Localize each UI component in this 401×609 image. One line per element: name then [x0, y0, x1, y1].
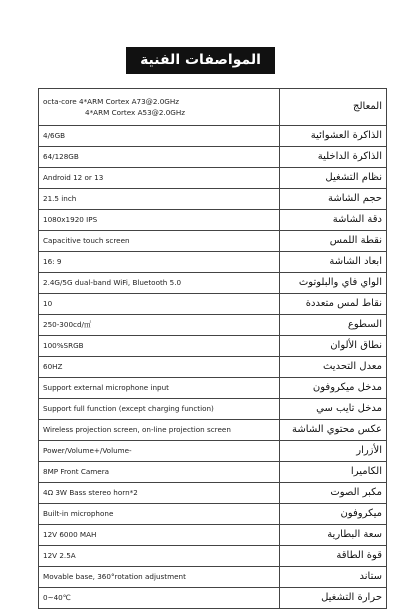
- spec-label: نطاق الألوان: [280, 336, 387, 357]
- spec-value: 8MP Front Camera: [39, 462, 280, 483]
- table-row: [39, 525, 387, 546]
- table-row: [39, 231, 387, 252]
- spec-value: Power/Volume+/Volume-: [39, 441, 280, 462]
- spec-label: معدل التحديث: [280, 357, 387, 378]
- spec-value: 21.5 inch: [39, 189, 280, 210]
- spec-label: ستاند: [280, 567, 387, 588]
- spec-label: نظام التشغيل: [280, 168, 387, 189]
- table-row: [39, 357, 387, 378]
- spec-value: Built-in microphone: [39, 504, 280, 525]
- table-row: [39, 189, 387, 210]
- spec-value-line2: 4*ARM Cortex A53@2.0GHz: [85, 108, 186, 117]
- spec-label: ابعاد الشاشة: [280, 252, 387, 273]
- spec-label: مدخل تايب سي: [280, 399, 387, 420]
- spec-value: 4Ω 3W Bass stereo horn*2: [39, 483, 280, 504]
- table-row: [39, 420, 387, 441]
- spec-label: الذاكرة الداخلية: [280, 147, 387, 168]
- table-row: [39, 504, 387, 525]
- spec-label: مكبر الصوت: [280, 483, 387, 504]
- table-row: [39, 462, 387, 483]
- spec-label: المعالج: [280, 89, 387, 126]
- table-row: [39, 315, 387, 336]
- spec-label: دقة الشاشة: [280, 210, 387, 231]
- title-area: [0, 47, 401, 74]
- spec-value: Android 12 or 13: [39, 168, 280, 189]
- table-row: [39, 399, 387, 420]
- spec-label: ميكروفون: [280, 504, 387, 525]
- table-row: [39, 378, 387, 399]
- table-row: [39, 147, 387, 168]
- spec-value: 2.4G/5G dual-band WiFi, Bluetooth 5.0: [39, 273, 280, 294]
- spec-value: 10: [39, 294, 280, 315]
- spec-value: Wireless projection screen, on-line projection screen: [39, 420, 280, 441]
- page-title: المواصفات الفنية: [126, 47, 275, 74]
- spec-label: مدخل ميكروفون: [280, 378, 387, 399]
- spec-value-line1: octa-core 4*ARM Cortex A73@2.0GHz: [43, 97, 180, 106]
- spec-value: Movable base, 360°rotation adjustment: [39, 567, 280, 588]
- table-row: [39, 294, 387, 315]
- table-row: [39, 441, 387, 462]
- table-row: [39, 588, 387, 609]
- spec-value: 64/128GB: [39, 147, 280, 168]
- spec-label: عكس محتوي الشاشة: [280, 420, 387, 441]
- spec-value: Support external microphone input: [39, 378, 280, 399]
- table-row: [39, 273, 387, 294]
- spec-value: 60HZ: [39, 357, 280, 378]
- table-row: [39, 168, 387, 189]
- spec-value: 12V 6000 MAH: [39, 525, 280, 546]
- spec-label: الواي فاي والبلوتوث: [280, 273, 387, 294]
- table-row: [39, 210, 387, 231]
- spec-label: نقطة اللمس: [280, 231, 387, 252]
- spec-label: الذاكرة العشوائية: [280, 126, 387, 147]
- table-row: [39, 126, 387, 147]
- spec-label: سعة البطارية: [280, 525, 387, 546]
- spec-value: 4/6GB: [39, 126, 280, 147]
- spec-value: 0~40℃: [39, 588, 280, 609]
- spec-label: السطوع: [280, 315, 387, 336]
- spec-label: نقاط لمس متعددة: [280, 294, 387, 315]
- table-row: [39, 336, 387, 357]
- spec-value: 16: 9: [39, 252, 280, 273]
- spec-value: 12V 2.5A: [39, 546, 280, 567]
- specs-table: [38, 88, 387, 609]
- spec-label: الكاميرا: [280, 462, 387, 483]
- table-row: [39, 483, 387, 504]
- table-row: [39, 252, 387, 273]
- table-row: [39, 89, 387, 126]
- spec-value: Capacitive touch screen: [39, 231, 280, 252]
- spec-label: حجم الشاشة: [280, 189, 387, 210]
- spec-label: قوة الطاقة: [280, 546, 387, 567]
- spec-label: الأزرار: [280, 441, 387, 462]
- spec-value: [39, 89, 280, 126]
- spec-label: حرارة التشغيل: [280, 588, 387, 609]
- spec-value: 1080x1920 IPS: [39, 210, 280, 231]
- table-row: [39, 546, 387, 567]
- spec-value: 250-300cd/㎡: [39, 315, 280, 336]
- table-row: [39, 567, 387, 588]
- spec-value: Support full function (except charging function): [39, 399, 280, 420]
- spec-value: 100%SRGB: [39, 336, 280, 357]
